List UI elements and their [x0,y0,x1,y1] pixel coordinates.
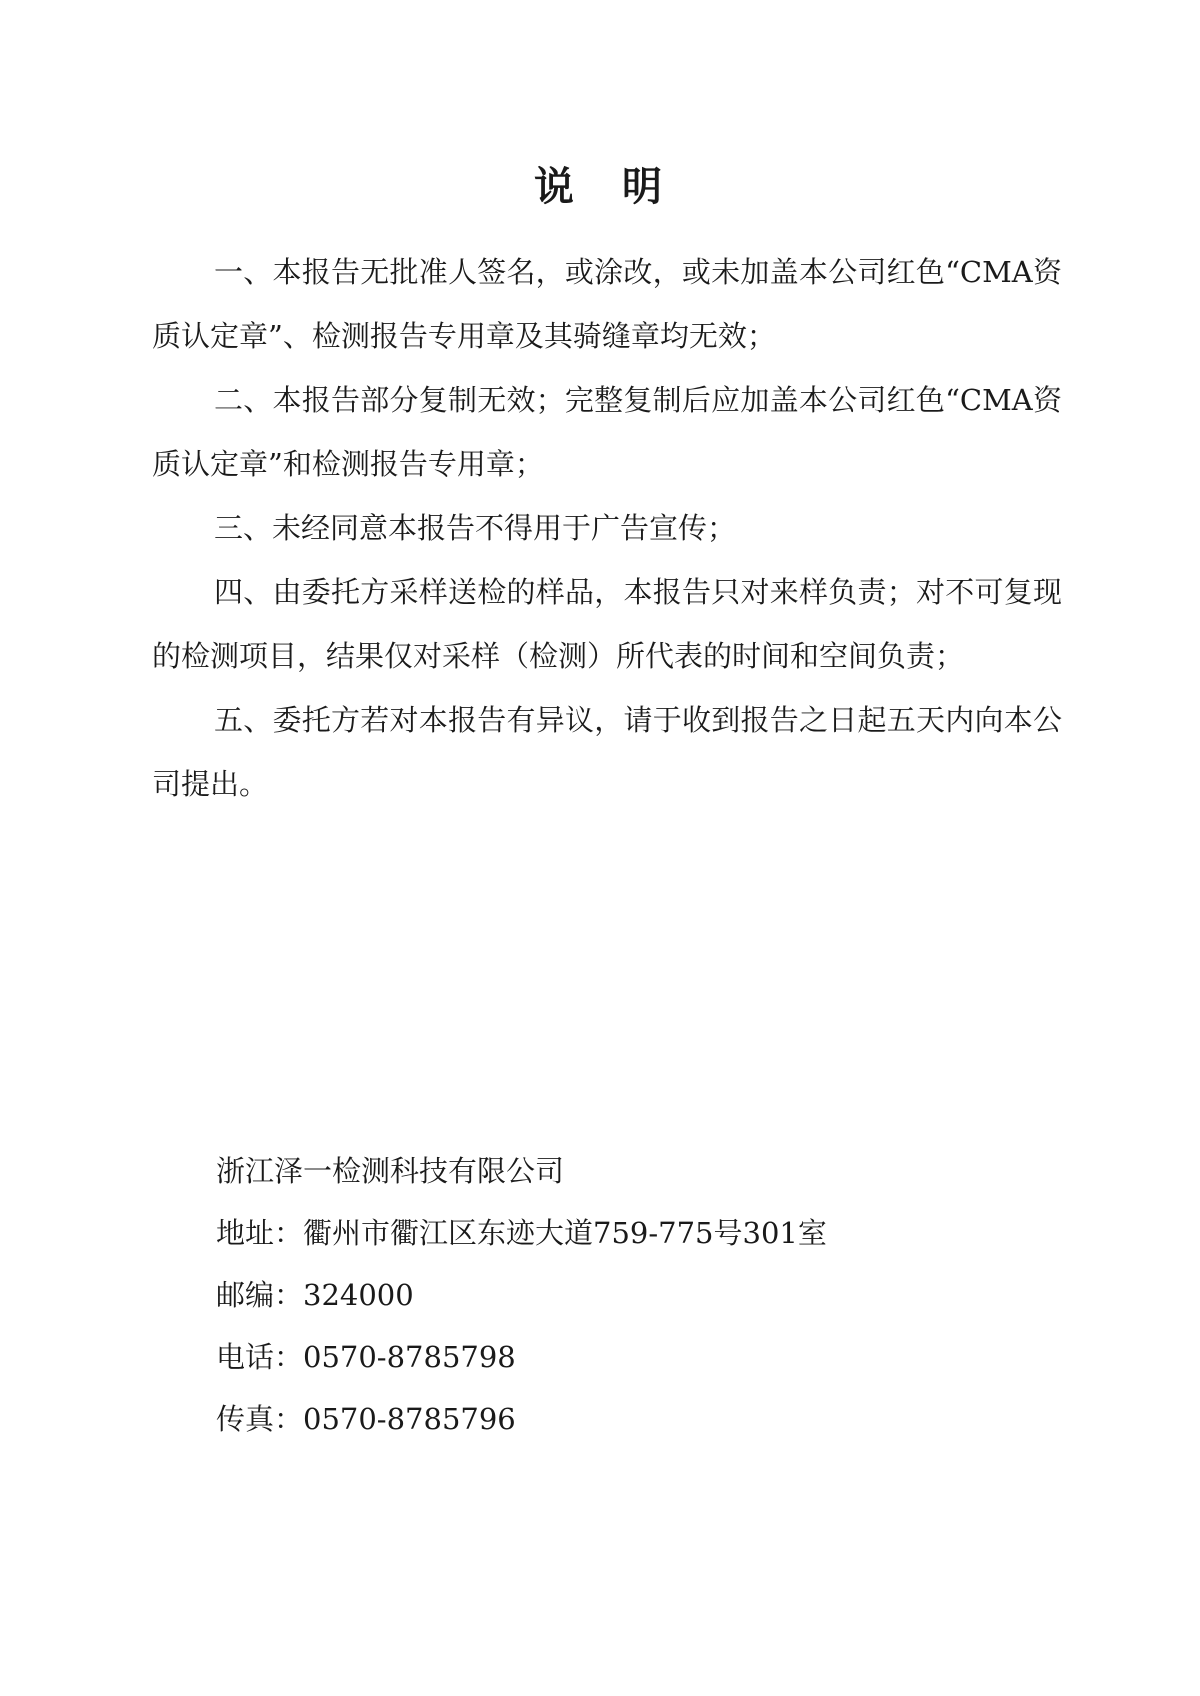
page-title: 说 明 [534,163,666,210]
note-item-5: 五、委托方若对本报告有异议，请于收到报告之日起五天内向本公司提出。 [152,703,1062,801]
note-item-4: 四、由委托方采样送检的样品，本报告只对来样负责；对不可复现的检测项目，结果仅对采样（检测）所代表的时间和空间负责； [152,575,1062,673]
note-item-2: 二、本报告部分复制无效；完整复制后应加盖本公司红色“CMA资质认定章”和检测报告专用章； [152,383,1062,481]
company-name: 浙江泽一检测科技有限公司 [216,1154,565,1188]
address-line: 地址：衢州市衢江区东迹大道759-775号301室 [216,1216,827,1250]
note-item-3: 三、未经同意本报告不得用于广告宣传； [214,511,737,545]
fax-line: 传真：0570-8785796 [216,1402,516,1436]
postcode-line: 邮编：324000 [216,1278,414,1312]
contact-block [216,1140,1036,1450]
notes-section [152,240,1062,816]
note-item-1: 一、本报告无批准人签名，或涂改，或未加盖本公司红色“CMA资质认定章”、检测报告专用章及其骑缝章均无效； [152,255,1062,353]
phone-line: 电话：0570-8785798 [216,1340,516,1374]
